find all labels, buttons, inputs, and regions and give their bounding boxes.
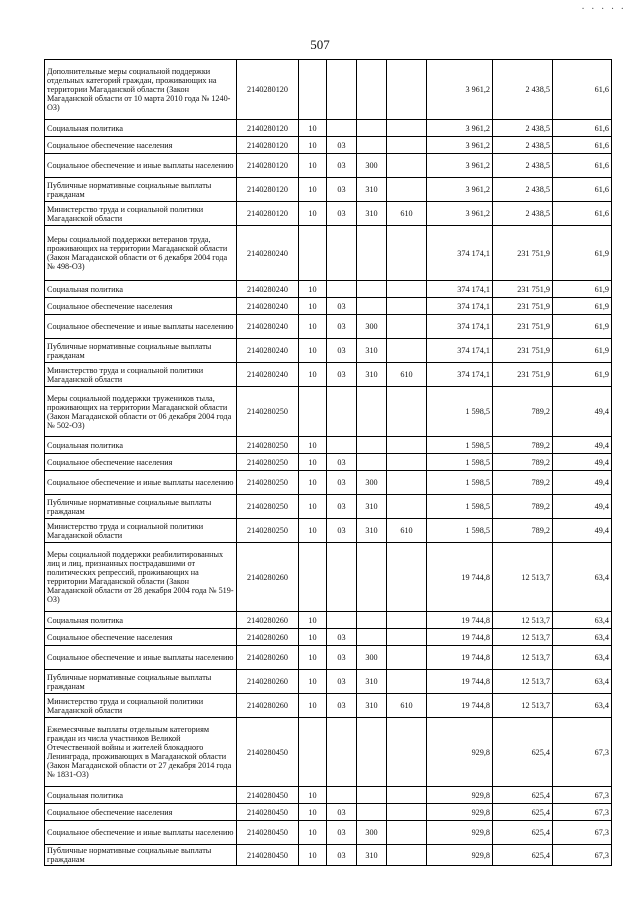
admin-code: 610 (387, 363, 427, 387)
row-name: Министерство труда и социальной политики Магаданской области (45, 694, 237, 718)
planned-amount: 1 598,5 (427, 519, 493, 543)
execution-percent: 61,6 (553, 60, 612, 120)
expense-type: 310 (357, 339, 387, 363)
subsection (327, 226, 357, 281)
admin-code (387, 787, 427, 804)
expense-type: 310 (357, 845, 387, 866)
subsection: 03 (327, 471, 357, 495)
actual-amount: 231 751,9 (493, 363, 553, 387)
section: 10 (299, 471, 327, 495)
subsection: 03 (327, 670, 357, 694)
target-code: 2140280450 (237, 787, 299, 804)
row-name: Социальная политика (45, 612, 237, 629)
table-row (45, 821, 612, 845)
row-name: Министерство труда и социальной политики Магаданской области (45, 202, 237, 226)
target-code: 2140280250 (237, 387, 299, 437)
actual-amount: 12 513,7 (493, 612, 553, 629)
row-name: Меры социальной поддержки ветеранов труда, проживающих на территории Магаданской области (Закон Магаданской области от 6 декабря 2004 года № 498-ОЗ) (45, 226, 237, 281)
table-row (45, 178, 612, 202)
planned-amount: 19 744,8 (427, 612, 493, 629)
section: 10 (299, 120, 327, 137)
execution-percent: 63,4 (553, 646, 612, 670)
page-number: 507 (310, 37, 330, 52)
actual-amount: 12 513,7 (493, 629, 553, 646)
expense-type: 310 (357, 363, 387, 387)
actual-amount: 231 751,9 (493, 281, 553, 298)
section (299, 718, 327, 787)
subsection (327, 387, 357, 437)
section: 10 (299, 437, 327, 454)
planned-amount: 3 961,2 (427, 120, 493, 137)
subsection: 03 (327, 821, 357, 845)
actual-amount: 2 438,5 (493, 137, 553, 154)
scan-corner-mark: · · · · · (581, 4, 626, 15)
planned-amount: 3 961,2 (427, 60, 493, 120)
execution-percent: 61,9 (553, 339, 612, 363)
target-code: 2140280240 (237, 298, 299, 315)
target-code: 2140280450 (237, 804, 299, 821)
execution-percent: 49,4 (553, 519, 612, 543)
admin-code (387, 60, 427, 120)
planned-amount: 1 598,5 (427, 471, 493, 495)
table-row (45, 519, 612, 543)
row-name: Социальная политика (45, 437, 237, 454)
planned-amount: 929,8 (427, 821, 493, 845)
actual-amount: 789,2 (493, 471, 553, 495)
planned-amount: 19 744,8 (427, 694, 493, 718)
target-code: 2140280120 (237, 154, 299, 178)
actual-amount: 231 751,9 (493, 315, 553, 339)
execution-percent: 49,4 (553, 495, 612, 519)
target-code: 2140280450 (237, 821, 299, 845)
expense-type: 310 (357, 694, 387, 718)
admin-code (387, 298, 427, 315)
expense-type: 310 (357, 202, 387, 226)
execution-percent: 61,6 (553, 178, 612, 202)
expense-type (357, 281, 387, 298)
section (299, 60, 327, 120)
actual-amount: 625,4 (493, 804, 553, 821)
subsection (327, 120, 357, 137)
expense-type: 300 (357, 821, 387, 845)
table-row (45, 226, 612, 281)
admin-code (387, 670, 427, 694)
section (299, 543, 327, 612)
section: 10 (299, 202, 327, 226)
subsection: 03 (327, 845, 357, 866)
row-name: Социальное обеспечение и иные выплаты населению (45, 821, 237, 845)
admin-code (387, 845, 427, 866)
admin-code (387, 137, 427, 154)
section: 10 (299, 339, 327, 363)
target-code: 2140280250 (237, 454, 299, 471)
table-row (45, 363, 612, 387)
admin-code (387, 315, 427, 339)
admin-code (387, 339, 427, 363)
section (299, 387, 327, 437)
subsection: 03 (327, 629, 357, 646)
target-code: 2140280120 (237, 120, 299, 137)
table-row (45, 543, 612, 612)
admin-code (387, 495, 427, 519)
planned-amount: 374 174,1 (427, 281, 493, 298)
table-row (45, 202, 612, 226)
execution-percent: 67,3 (553, 718, 612, 787)
actual-amount: 625,4 (493, 845, 553, 866)
planned-amount: 1 598,5 (427, 437, 493, 454)
admin-code: 610 (387, 519, 427, 543)
row-name: Публичные нормативные социальные выплаты гражданам (45, 178, 237, 202)
execution-percent: 63,4 (553, 543, 612, 612)
subsection (327, 281, 357, 298)
table-row (45, 845, 612, 866)
table-row (45, 454, 612, 471)
execution-percent: 61,9 (553, 363, 612, 387)
actual-amount: 2 438,5 (493, 60, 553, 120)
target-code: 2140280260 (237, 646, 299, 670)
actual-amount: 2 438,5 (493, 202, 553, 226)
subsection: 03 (327, 804, 357, 821)
section: 10 (299, 612, 327, 629)
subsection: 03 (327, 646, 357, 670)
admin-code (387, 454, 427, 471)
planned-amount: 374 174,1 (427, 363, 493, 387)
expense-type (357, 543, 387, 612)
planned-amount: 19 744,8 (427, 646, 493, 670)
table-row (45, 495, 612, 519)
planned-amount: 929,8 (427, 787, 493, 804)
subsection: 03 (327, 137, 357, 154)
table-row (45, 154, 612, 178)
target-code: 2140280260 (237, 694, 299, 718)
target-code: 2140280240 (237, 339, 299, 363)
execution-percent: 61,9 (553, 281, 612, 298)
actual-amount: 2 438,5 (493, 154, 553, 178)
admin-code (387, 612, 427, 629)
subsection: 03 (327, 178, 357, 202)
row-name: Социальное обеспечение и иные выплаты населению (45, 315, 237, 339)
planned-amount: 19 744,8 (427, 670, 493, 694)
expense-type (357, 226, 387, 281)
planned-amount: 374 174,1 (427, 339, 493, 363)
target-code: 2140280120 (237, 178, 299, 202)
actual-amount: 2 438,5 (493, 178, 553, 202)
table-row (45, 718, 612, 787)
target-code: 2140280450 (237, 718, 299, 787)
actual-amount: 12 513,7 (493, 646, 553, 670)
row-name: Публичные нормативные социальные выплаты гражданам (45, 845, 237, 866)
expense-type: 310 (357, 495, 387, 519)
subsection: 03 (327, 694, 357, 718)
target-code: 2140280120 (237, 202, 299, 226)
planned-amount: 374 174,1 (427, 298, 493, 315)
execution-percent: 67,3 (553, 804, 612, 821)
admin-code (387, 226, 427, 281)
section: 10 (299, 787, 327, 804)
table-row (45, 120, 612, 137)
actual-amount: 789,2 (493, 454, 553, 471)
actual-amount: 231 751,9 (493, 298, 553, 315)
actual-amount: 2 438,5 (493, 120, 553, 137)
execution-percent: 61,6 (553, 137, 612, 154)
section: 10 (299, 519, 327, 543)
table-row (45, 612, 612, 629)
planned-amount: 929,8 (427, 718, 493, 787)
table-row (45, 437, 612, 454)
row-name: Социальная политика (45, 787, 237, 804)
actual-amount: 625,4 (493, 718, 553, 787)
target-code: 2140280250 (237, 495, 299, 519)
table-row (45, 315, 612, 339)
admin-code (387, 387, 427, 437)
admin-code (387, 471, 427, 495)
section: 10 (299, 137, 327, 154)
subsection (327, 718, 357, 787)
row-name: Меры социальной поддержки тружеников тыла, проживающих на территории Магаданской области (Закон Магаданской области от 06 декабря 2004 года № 502-ОЗ) (45, 387, 237, 437)
budget-table (44, 59, 612, 866)
expense-type (357, 437, 387, 454)
subsection: 03 (327, 315, 357, 339)
row-name: Социальное обеспечение населения (45, 804, 237, 821)
table-row (45, 787, 612, 804)
execution-percent: 61,9 (553, 315, 612, 339)
execution-percent: 61,9 (553, 298, 612, 315)
section: 10 (299, 821, 327, 845)
section (299, 226, 327, 281)
section: 10 (299, 178, 327, 202)
actual-amount: 12 513,7 (493, 694, 553, 718)
execution-percent: 67,3 (553, 821, 612, 845)
actual-amount: 12 513,7 (493, 670, 553, 694)
target-code: 2140280240 (237, 281, 299, 298)
subsection: 03 (327, 154, 357, 178)
row-name: Публичные нормативные социальные выплаты гражданам (45, 670, 237, 694)
section: 10 (299, 454, 327, 471)
subsection (327, 437, 357, 454)
execution-percent: 67,3 (553, 845, 612, 866)
actual-amount: 789,2 (493, 387, 553, 437)
section: 10 (299, 629, 327, 646)
target-code: 2140280250 (237, 519, 299, 543)
admin-code (387, 178, 427, 202)
admin-code: 610 (387, 202, 427, 226)
admin-code (387, 804, 427, 821)
table-row (45, 137, 612, 154)
expense-type: 310 (357, 519, 387, 543)
row-name: Социальное обеспечение и иные выплаты населению (45, 471, 237, 495)
target-code: 2140280120 (237, 60, 299, 120)
table-row (45, 298, 612, 315)
admin-code (387, 543, 427, 612)
section: 10 (299, 646, 327, 670)
subsection: 03 (327, 339, 357, 363)
row-name: Социальное обеспечение и иные выплаты населению (45, 646, 237, 670)
section: 10 (299, 694, 327, 718)
target-code: 2140280260 (237, 543, 299, 612)
expense-type (357, 60, 387, 120)
execution-percent: 63,4 (553, 612, 612, 629)
table-row (45, 694, 612, 718)
row-name: Социальная политика (45, 120, 237, 137)
row-name: Публичные нормативные социальные выплаты гражданам (45, 339, 237, 363)
execution-percent: 49,4 (553, 471, 612, 495)
expense-type (357, 804, 387, 821)
subsection: 03 (327, 454, 357, 471)
planned-amount: 19 744,8 (427, 543, 493, 612)
expense-type: 300 (357, 471, 387, 495)
target-code: 2140280120 (237, 137, 299, 154)
planned-amount: 929,8 (427, 845, 493, 866)
admin-code (387, 821, 427, 845)
subsection (327, 612, 357, 629)
subsection: 03 (327, 495, 357, 519)
target-code: 2140280240 (237, 226, 299, 281)
expense-type: 300 (357, 646, 387, 670)
expense-type (357, 612, 387, 629)
planned-amount: 374 174,1 (427, 315, 493, 339)
table-row (45, 281, 612, 298)
subsection (327, 543, 357, 612)
execution-percent: 61,6 (553, 120, 612, 137)
expense-type (357, 387, 387, 437)
execution-percent: 49,4 (553, 454, 612, 471)
planned-amount: 3 961,2 (427, 202, 493, 226)
row-name: Социальное обеспечение населения (45, 298, 237, 315)
target-code: 2140280260 (237, 612, 299, 629)
admin-code (387, 629, 427, 646)
execution-percent: 61,6 (553, 154, 612, 178)
execution-percent: 67,3 (553, 787, 612, 804)
expense-type (357, 718, 387, 787)
section: 10 (299, 281, 327, 298)
admin-code (387, 120, 427, 137)
table-row (45, 629, 612, 646)
expense-type (357, 787, 387, 804)
target-code: 2140280240 (237, 315, 299, 339)
table-row (45, 471, 612, 495)
target-code: 2140280260 (237, 629, 299, 646)
execution-percent: 63,4 (553, 629, 612, 646)
admin-code (387, 281, 427, 298)
section: 10 (299, 670, 327, 694)
expense-type: 310 (357, 178, 387, 202)
actual-amount: 789,2 (493, 437, 553, 454)
planned-amount: 1 598,5 (427, 387, 493, 437)
row-name: Министерство труда и социальной политики Магаданской области (45, 519, 237, 543)
target-code: 2140280240 (237, 363, 299, 387)
subsection (327, 787, 357, 804)
table-row (45, 804, 612, 821)
subsection: 03 (327, 519, 357, 543)
table-row (45, 339, 612, 363)
actual-amount: 12 513,7 (493, 543, 553, 612)
admin-code: 610 (387, 694, 427, 718)
subsection (327, 60, 357, 120)
actual-amount: 625,4 (493, 787, 553, 804)
execution-percent: 49,4 (553, 437, 612, 454)
admin-code (387, 154, 427, 178)
planned-amount: 3 961,2 (427, 178, 493, 202)
row-name: Социальное обеспечение и иные выплаты населению (45, 154, 237, 178)
section: 10 (299, 495, 327, 519)
target-code: 2140280250 (237, 471, 299, 495)
actual-amount: 625,4 (493, 821, 553, 845)
execution-percent: 63,4 (553, 694, 612, 718)
planned-amount: 929,8 (427, 804, 493, 821)
section: 10 (299, 298, 327, 315)
section: 10 (299, 363, 327, 387)
expense-type: 300 (357, 315, 387, 339)
planned-amount: 1 598,5 (427, 454, 493, 471)
row-name: Социальное обеспечение населения (45, 629, 237, 646)
execution-percent: 63,4 (553, 670, 612, 694)
admin-code (387, 646, 427, 670)
expense-type (357, 137, 387, 154)
expense-type (357, 454, 387, 471)
table-row (45, 387, 612, 437)
planned-amount: 1 598,5 (427, 495, 493, 519)
target-code: 2140280260 (237, 670, 299, 694)
target-code: 2140280250 (237, 437, 299, 454)
planned-amount: 19 744,8 (427, 629, 493, 646)
subsection: 03 (327, 202, 357, 226)
row-name: Меры социальной поддержки реабилитированных лиц и лиц, признанных пострадавшими от политических репрессий, проживающих на территории Магаданской области (Закон Магаданской области от 28 декабря 2004 года № 519-ОЗ) (45, 543, 237, 612)
table-row (45, 646, 612, 670)
expense-type: 300 (357, 154, 387, 178)
execution-percent: 61,6 (553, 202, 612, 226)
expense-type (357, 298, 387, 315)
row-name: Публичные нормативные социальные выплаты гражданам (45, 495, 237, 519)
row-name: Ежемесячные выплаты отдельным категориям граждан из числа участников Великой Отечественной войны и жителей блокадного Ленинграда, проживающих в Магаданской области (Закон Магаданской области от 27 декабря 2014 года № 1831-ОЗ) (45, 718, 237, 787)
subsection: 03 (327, 298, 357, 315)
actual-amount: 789,2 (493, 519, 553, 543)
actual-amount: 231 751,9 (493, 226, 553, 281)
row-name: Социальное обеспечение населения (45, 454, 237, 471)
section: 10 (299, 845, 327, 866)
expense-type (357, 629, 387, 646)
section: 10 (299, 154, 327, 178)
actual-amount: 231 751,9 (493, 339, 553, 363)
planned-amount: 3 961,2 (427, 137, 493, 154)
expense-type: 310 (357, 670, 387, 694)
table-row (45, 670, 612, 694)
section: 10 (299, 804, 327, 821)
row-name: Социальная политика (45, 281, 237, 298)
section: 10 (299, 315, 327, 339)
admin-code (387, 718, 427, 787)
execution-percent: 49,4 (553, 387, 612, 437)
row-name: Министерство труда и социальной политики Магаданской области (45, 363, 237, 387)
table-row (45, 60, 612, 120)
table-body (45, 60, 612, 866)
row-name: Дополнительные меры социальной поддержки отдельных категорий граждан, проживающих на территории Магаданской области (Закон Магаданской области от 10 марта 2010 года № 1240-ОЗ) (45, 60, 237, 120)
subsection: 03 (327, 363, 357, 387)
admin-code (387, 437, 427, 454)
planned-amount: 374 174,1 (427, 226, 493, 281)
expense-type (357, 120, 387, 137)
row-name: Социальное обеспечение населения (45, 137, 237, 154)
execution-percent: 61,9 (553, 226, 612, 281)
actual-amount: 789,2 (493, 495, 553, 519)
target-code: 2140280450 (237, 845, 299, 866)
planned-amount: 3 961,2 (427, 154, 493, 178)
